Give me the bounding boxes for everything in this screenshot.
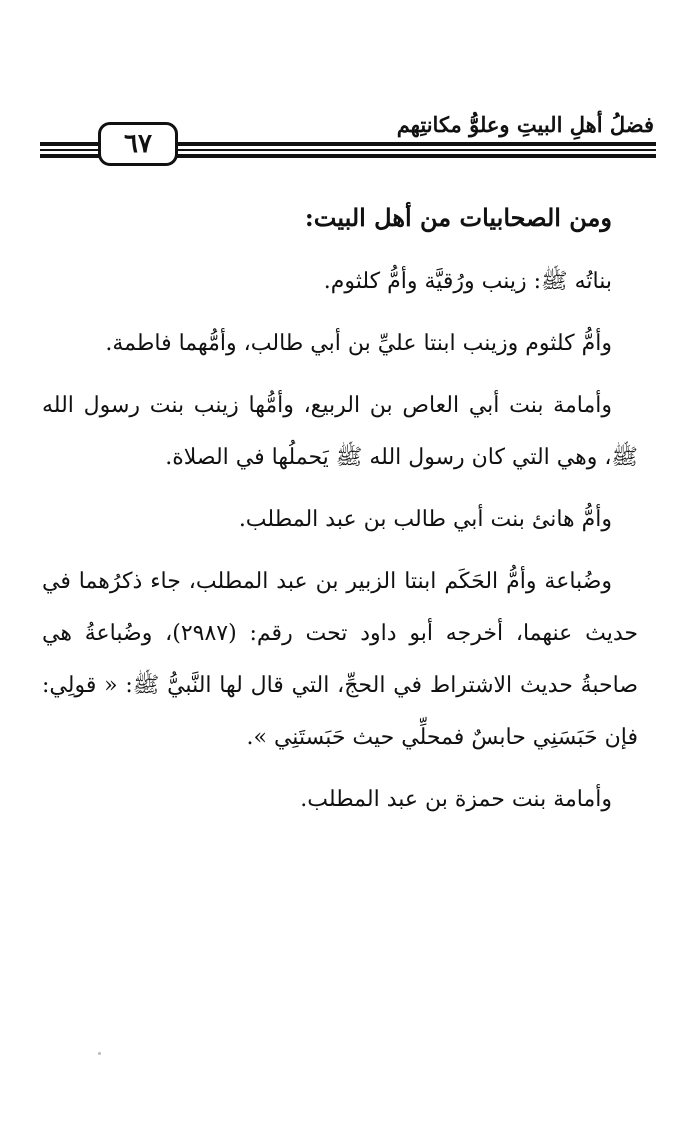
section-heading: ومن الصحابيات من أهل البيت: <box>304 203 612 232</box>
paragraph: بناتُه ﷺ: زينب ورُقيَّة وأمُّ كلثوم. <box>323 269 612 294</box>
paragraph: وأمُّ هانئ بنت أبي طالب بن عبد المطلب. <box>238 507 612 532</box>
paragraph: وأمامة بنت أبي العاص بن الربيع، وأمُّها زينب بنت رسول الله ﷺ، وهي التي كان رسول الله ﷺ يَحملُها في الصلاة. <box>42 393 638 470</box>
book-title: فضلُ أهلِ البيتِ وعلوُّ مكانتِهم <box>396 112 654 137</box>
paragraph: وضُباعة وأمُّ الحَكَم ابنتا الزبير بن عبد المطلب، جاء ذكرُهما في حديث عنهما، أخرجه أبو داود تحت رقم: (٢٩٨٧)، وضُباعةُ هي صاحبةُ حديث الاشتراط في الحجِّ، التي قال لها النَّبيُّ ﷺ: « قولِي: فإن حَبَسَنِي حابسٌ فمحلِّي حيث حَبَستَنِي ». <box>42 569 638 750</box>
paragraph: وأمُّ كلثوم وزينب ابنتا عليِّ بن أبي طالب، وأمُّهما فاطمة. <box>105 331 612 356</box>
page-number: ٦٧ <box>98 122 178 166</box>
paragraph: وأمامة بنت حمزة بن عبد المطلب. <box>300 787 612 812</box>
page-body <box>42 192 638 836</box>
scan-speck <box>98 1052 101 1055</box>
